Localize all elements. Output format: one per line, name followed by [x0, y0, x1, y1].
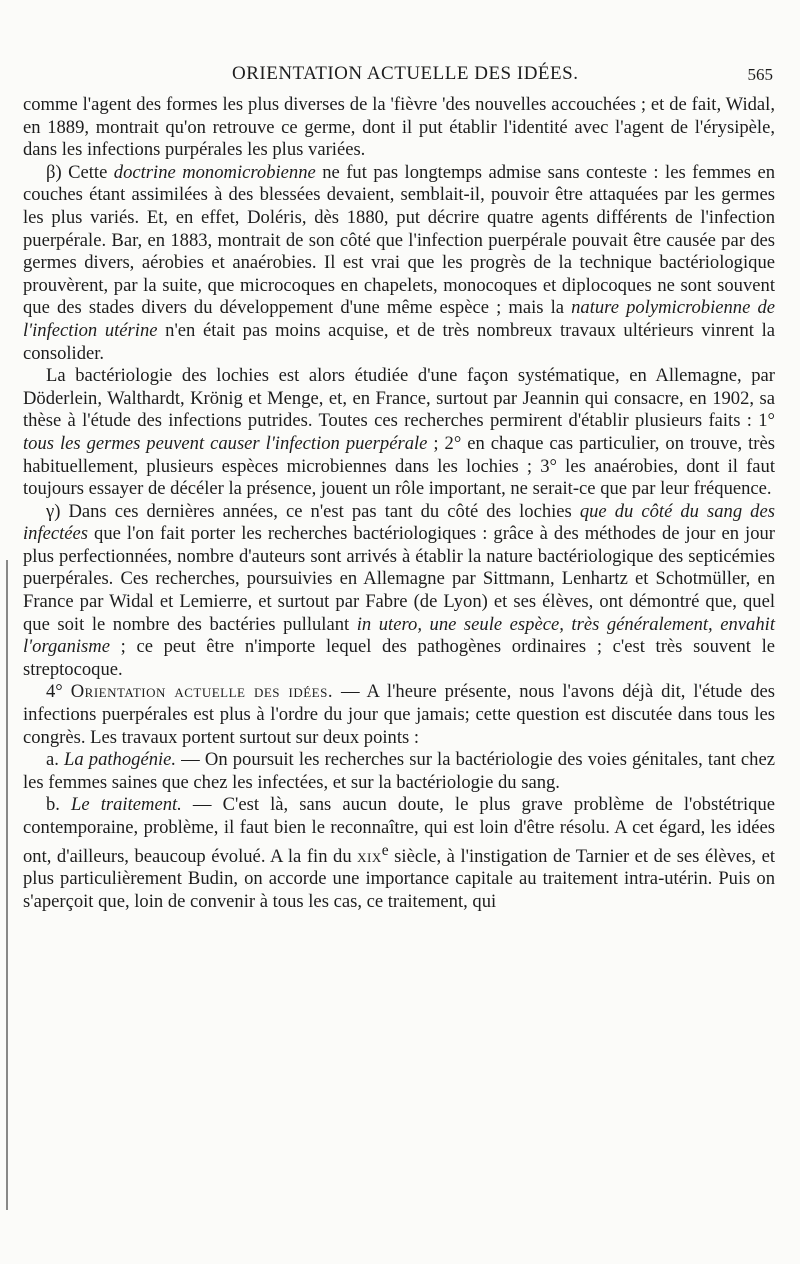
paragraph-7: b. Le traitement. — C'est là, sans aucun doute, le plus grave problème de l'obstétrique contemporaine, problème, il faut bien le reconnaître, qui est loin d'être résolu. A cet égard, les idées ont, d'ailleurs, beaucoup évolué. A la fin du xix$^e$ siècle, à l'instigation de Tarnier et de ses élèves, et plus particulièrement Budin, on accorde une importance capitale au traitement intra-utérin. Puis on s'aperçoit que, loin de convenir à tous les cas, ce traitement, qui [23, 794, 775, 912]
paragraph-2: β) Cette doctrine monomicrobienne ne fut pas longtemps admise sans conteste : les femmes en couches étant assimilées à des blessées devaient, semblait-il, pouvoir être attaquées par les germes les plus variés. Et, en effet, Doléris, dès 1880, put décrire quatre agents différents de l'infection puerpérale. Bar, en 1883, montrait de son côté que l'infection puerpérale pouvait être causée par des germes divers, aérobies et anaérobies. Il est vrai que les progrès de la technique bactériologique prouvèrent, par la suite, que microcoques en chapelets, monocoques et diplocoques ne sont souvent que des stades divers du développement d'une même espèce ; mais la nature polymicrobienne de l'infection utérine n'en était pas moins acquise, et de très nombreux travaux ultérieurs vinrent la consolider. [23, 161, 776, 364]
paragraph-1: comme l'agent des formes les plus diverses de la 'fièvre 'des nouvelles accouchées ; et de fait, Widal, en 1889, montrait qu'on retrouve ce germe, dont il put établir l'identité avec l'agent de l'érysipèle, dans les infections purpérales les plus variées. [23, 94, 775, 161]
emphasis: tous les germes peuvent causer l'infection puerpérale [23, 432, 428, 454]
century-numeral: xix [357, 845, 382, 867]
paragraph-6: a. La pathogénie. — On poursuit les recherches sur la bactériologie des voies génitales, tant chez les femmes saines que chez les infectées, et sur la bactériologie du sang. [23, 749, 775, 793]
section-heading: Orientation actuelle des idées. [70, 681, 333, 703]
subheading: La pathogénie. [64, 749, 177, 771]
emphasis: nature polymicrobienne de l'infection utérine [23, 297, 776, 341]
superscript: e [381, 841, 389, 859]
emphasis: doctrine monomicrobienne [113, 161, 316, 183]
page-header [0, 63, 800, 87]
body-text [23, 94, 775, 914]
paragraph-5: 4° Orientation actuelle des idées. — A l'heure présente, nous l'avons déjà dit, l'étude des infections puerpérales est plus à l'ordre du jour que jamais; cette question est discutée dans tous les congrès. Les travaux portent surtout sur deux points : [23, 681, 775, 748]
subheading: Le traitement. [71, 794, 182, 816]
emphasis: in utero, une seule espèce, très généralement, envahit l'organisme [23, 613, 775, 658]
running-title: ORIENTATION ACTUELLE DES IDÉES. [232, 63, 579, 84]
paragraph-3: La bactériologie des lochies est alors étudiée d'une façon systématique, en Allemagne, par Döderlein, Walthardt, Krönig et Menge, et, en France, surtout par Jeannin qui consacre, en 1902, sa thèse à l'étude des infections putrides. Toutes ces recherches permirent d'établir plusieurs faits : 1° tous les germes peuvent causer l'infection puerpérale ; 2° en chaque cas particulier, on trouve, très habituellement, plusieurs espèces microbiennes dans les lochies ; 3° les anaérobies, dont il faut toujours essayer de décéler la présence, jouent un rôle important, ne serait-ce que par leur fréquence. [23, 365, 775, 500]
margin-scan-line [6, 560, 8, 1210]
emphasis: que du côté du sang des infectées [23, 500, 775, 545]
page-number: 565 [747, 65, 773, 84]
paragraph-4: γ) Dans ces dernières années, ce n'est pas tant du côté des lochies que du côté du sang des infectées que l'on fait porter les recherches bactériologiques : grâce à des méthodes de jour en jour plus perfectionnées, nombre d'auteurs sont arrivés à établir la nature bactériologique des septicémies puerpérales. Ces recherches, poursuivies en Allemagne par Sittmann, Lenhartz et Schotmüller, en France par Widal et Lemierre, et surtout par Fabre (de Lyon) et ses élèves, ont démontré que, quel que soit le nombre des bactéries pullulant in utero, une seule espèce, très généralement, envahit l'organisme ; ce peut être n'importe lequel des pathogènes ordinaires ; c'est très souvent le streptocoque. [23, 500, 775, 680]
